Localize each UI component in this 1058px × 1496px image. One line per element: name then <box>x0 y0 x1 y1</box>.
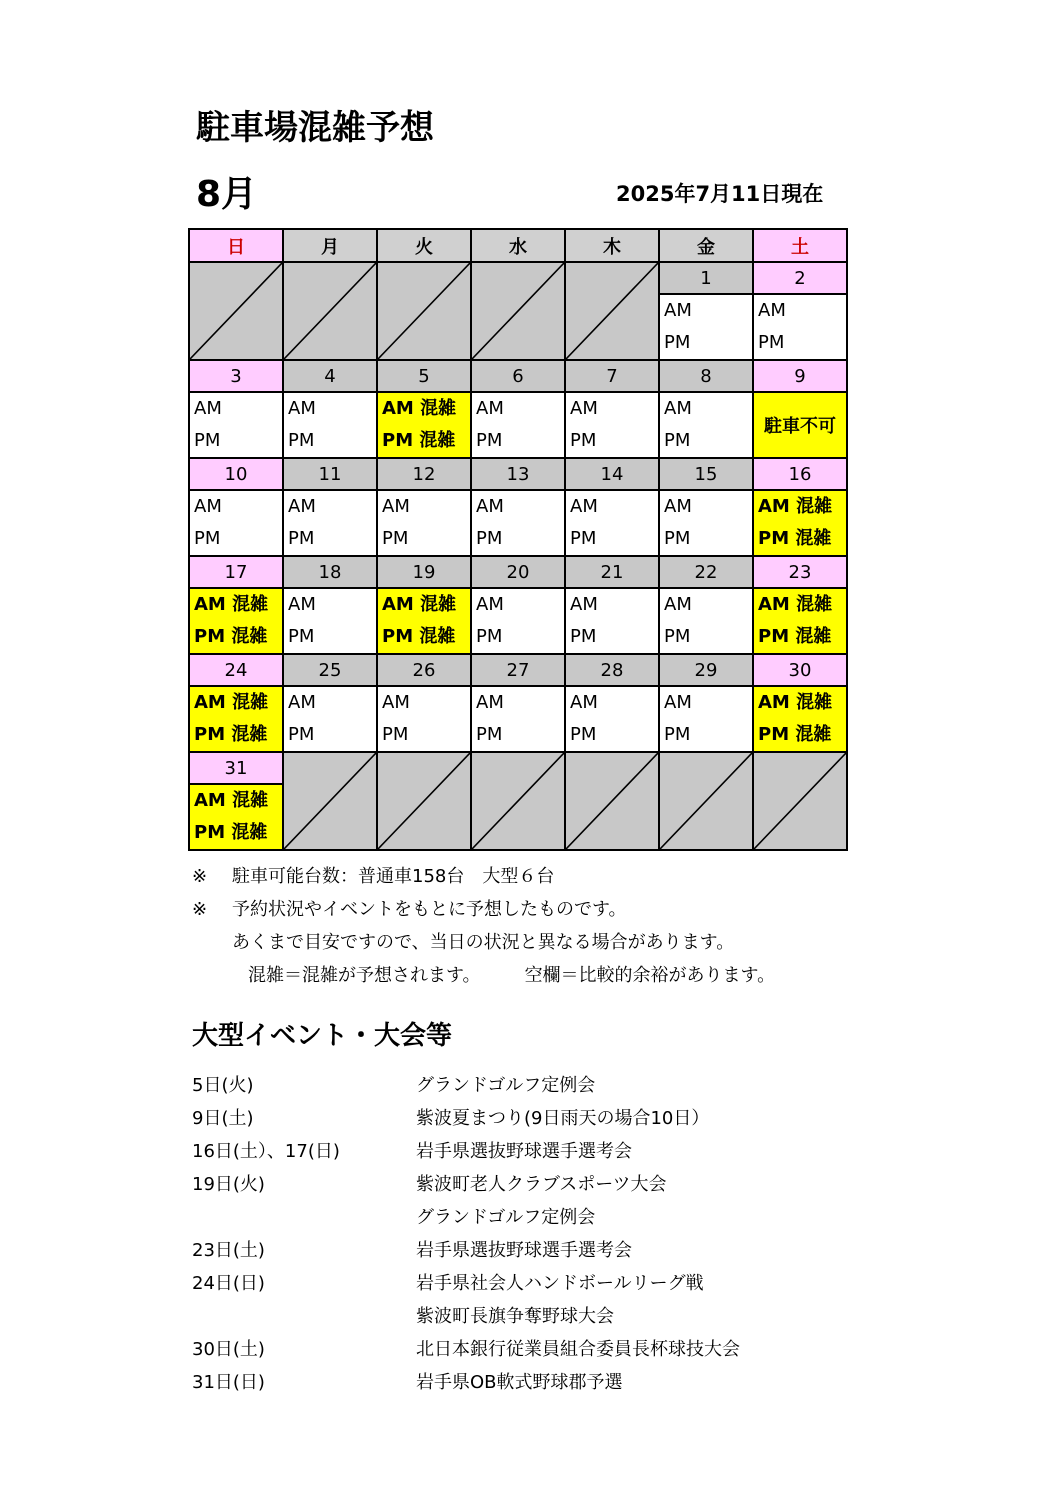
am-busy-label: AM 混雑 <box>194 790 269 811</box>
pm-label: PM <box>664 626 691 647</box>
day-status-cell <box>283 392 377 458</box>
day-status-cell <box>659 490 753 556</box>
closed-label: 駐車不可 <box>764 416 836 437</box>
pm-busy-label: PM 混雑 <box>194 822 268 843</box>
day-status-cell <box>565 686 659 752</box>
day-status-cell <box>189 392 283 458</box>
pm-label: PM <box>664 724 691 745</box>
day-number: 11 <box>283 458 377 490</box>
note-text: 予約状況やイベントをもとに予想したものです。 <box>232 899 627 920</box>
pm-busy-label: PM 混雑 <box>758 724 832 745</box>
day-status-cell <box>471 490 565 556</box>
day-number-row <box>189 458 847 490</box>
day-status-cell <box>659 588 753 654</box>
diagonal-slash <box>190 263 282 359</box>
pm-label: PM <box>570 430 597 451</box>
day-number: 22 <box>659 556 753 588</box>
day-number: 30 <box>753 654 847 686</box>
event-name: 岩手県社会人ハンドボールリーグ戦 <box>416 1273 704 1294</box>
pm-label: PM <box>758 332 785 353</box>
day-busy-cell <box>189 784 283 850</box>
event-name: 紫波町老人クラブスポーツ大会 <box>416 1174 667 1195</box>
event-date: 23日(土) <box>192 1240 265 1261</box>
pm-label: PM <box>382 528 409 549</box>
day-number: 5 <box>377 360 471 392</box>
day-number: 13 <box>471 458 565 490</box>
day-status-cell <box>565 490 659 556</box>
pm-label: PM <box>194 528 221 549</box>
am-label: AM <box>476 594 504 615</box>
day-number-row <box>189 262 847 294</box>
note-mark: ※ <box>192 899 208 920</box>
day-number-row <box>189 360 847 392</box>
pm-busy-label: PM 混雑 <box>758 528 832 549</box>
events-title: 大型イベント・大会等 <box>192 1021 453 1051</box>
day-busy-cell <box>377 392 471 458</box>
am-busy-label: AM 混雑 <box>382 594 457 615</box>
note-line-1 <box>192 860 775 893</box>
day-number: 23 <box>753 556 847 588</box>
pm-busy-label: PM 混雑 <box>382 626 456 647</box>
day-number: 26 <box>377 654 471 686</box>
month-label: 8月 <box>196 174 258 215</box>
diagonal-slash <box>660 753 752 849</box>
event-date: 24日(日) <box>192 1273 265 1294</box>
day-busy-cell <box>753 490 847 556</box>
am-label: AM <box>570 594 598 615</box>
empty-day-cell <box>189 262 283 360</box>
diagonal-slash <box>566 263 658 359</box>
day-status-cell <box>659 686 753 752</box>
day-busy-cell <box>189 686 283 752</box>
day-status-cell <box>565 392 659 458</box>
day-status-cell <box>753 294 847 360</box>
am-busy-label: AM 混雑 <box>758 692 833 713</box>
pm-label: PM <box>194 430 221 451</box>
day-number: 24 <box>189 654 283 686</box>
event-name: グランドゴルフ定例会 <box>416 1207 596 1228</box>
empty-day-cell <box>471 262 565 360</box>
am-label: AM <box>476 398 504 419</box>
am-busy-label: AM 混雑 <box>194 594 269 615</box>
day-number-row <box>189 654 847 686</box>
weekday-header: 水 <box>471 229 565 262</box>
am-label: AM <box>664 594 692 615</box>
day-status-cell <box>283 686 377 752</box>
am-busy-label: AM 混雑 <box>194 692 269 713</box>
pm-busy-label: PM 混雑 <box>382 430 456 451</box>
day-number: 27 <box>471 654 565 686</box>
day-status-cell <box>471 588 565 654</box>
am-label: AM <box>570 398 598 419</box>
am-label: AM <box>194 496 222 517</box>
day-number: 4 <box>283 360 377 392</box>
pm-label: PM <box>476 430 503 451</box>
am-label: AM <box>288 594 316 615</box>
day-number: 15 <box>659 458 753 490</box>
day-status-cell <box>377 686 471 752</box>
event-name: 岩手県OB軟式野球郡予選 <box>416 1372 623 1393</box>
empty-day-cell <box>377 752 471 850</box>
event-date: 5日(火) <box>192 1075 254 1096</box>
event-name: 北日本銀行従業員組合委員長杯球技大会 <box>416 1339 740 1360</box>
day-status-cell <box>471 686 565 752</box>
day-busy-cell <box>377 588 471 654</box>
day-status-cell <box>377 490 471 556</box>
am-label: AM <box>664 692 692 713</box>
diagonal-slash <box>284 263 376 359</box>
event-name: 岩手県選抜野球選手選考会 <box>416 1240 632 1261</box>
note-line-2 <box>192 893 775 926</box>
day-number: 3 <box>189 360 283 392</box>
am-label: AM <box>664 398 692 419</box>
day-number: 12 <box>377 458 471 490</box>
weekday-header: 日 <box>189 229 283 262</box>
pm-label: PM <box>570 724 597 745</box>
weekday-header: 火 <box>377 229 471 262</box>
note-text: 駐車可能台数：普通車158台 大型６台 <box>232 866 555 887</box>
am-label: AM <box>194 398 222 419</box>
day-status-row <box>189 490 847 556</box>
event-date: 31日(日) <box>192 1372 265 1393</box>
legend-busy: 混雑＝混雑が予想されます。 <box>248 965 481 986</box>
empty-day-cell <box>753 752 847 850</box>
am-busy-label: AM 混雑 <box>758 594 833 615</box>
day-number: 16 <box>753 458 847 490</box>
day-number-row <box>189 752 847 784</box>
diagonal-slash <box>378 263 470 359</box>
day-status-cell <box>565 588 659 654</box>
pm-label: PM <box>476 626 503 647</box>
day-status-row <box>189 588 847 654</box>
empty-day-cell <box>283 262 377 360</box>
am-busy-label: AM 混雑 <box>758 496 833 517</box>
am-label: AM <box>288 398 316 419</box>
event-name: グランドゴルフ定例会 <box>416 1075 596 1096</box>
day-number: 29 <box>659 654 753 686</box>
notes <box>192 860 775 992</box>
empty-day-cell <box>565 262 659 360</box>
event-name: 紫波町長旗争奪野球大会 <box>416 1306 614 1327</box>
pm-label: PM <box>288 430 315 451</box>
empty-day-cell <box>471 752 565 850</box>
diagonal-slash <box>472 753 564 849</box>
day-number: 7 <box>565 360 659 392</box>
am-busy-label: AM 混雑 <box>382 398 457 419</box>
am-label: AM <box>476 692 504 713</box>
pm-label: PM <box>664 332 691 353</box>
am-label: AM <box>476 496 504 517</box>
diagonal-slash <box>566 753 658 849</box>
day-busy-cell <box>189 588 283 654</box>
pm-busy-label: PM 混雑 <box>758 626 832 647</box>
pm-label: PM <box>288 626 315 647</box>
pm-label: PM <box>382 724 409 745</box>
weekday-header: 土 <box>753 229 847 262</box>
day-number-row <box>189 556 847 588</box>
day-status-cell <box>283 588 377 654</box>
diagonal-slash <box>284 753 376 849</box>
day-number: 17 <box>189 556 283 588</box>
am-label: AM <box>288 496 316 517</box>
day-number: 6 <box>471 360 565 392</box>
legend-empty: 空欄＝比較的余裕があります。 <box>524 965 776 986</box>
pm-label: PM <box>570 528 597 549</box>
am-label: AM <box>664 300 692 321</box>
day-busy-cell <box>753 588 847 654</box>
pm-label: PM <box>288 724 315 745</box>
weekday-header: 木 <box>565 229 659 262</box>
am-label: AM <box>664 496 692 517</box>
day-number: 10 <box>189 458 283 490</box>
event-date: 30日(土) <box>192 1339 265 1360</box>
am-label: AM <box>382 496 410 517</box>
pm-busy-label: PM 混雑 <box>194 724 268 745</box>
empty-day-cell <box>283 752 377 850</box>
day-number: 8 <box>659 360 753 392</box>
note-line-3: あくまで目安ですので、当日の状況と異なる場合があります。 <box>232 932 735 953</box>
day-status-row <box>189 392 847 458</box>
day-status-cell <box>659 294 753 360</box>
pm-label: PM <box>288 528 315 549</box>
diagonal-slash <box>754 753 846 849</box>
event-date: 9日(土) <box>192 1108 254 1129</box>
empty-day-cell <box>377 262 471 360</box>
pm-label: PM <box>570 626 597 647</box>
day-number: 21 <box>565 556 659 588</box>
am-label: AM <box>382 692 410 713</box>
day-status-cell <box>189 490 283 556</box>
day-number: 19 <box>377 556 471 588</box>
weekday-header: 月 <box>283 229 377 262</box>
day-status-row <box>189 686 847 752</box>
day-number: 31 <box>189 752 283 784</box>
as-of-date: 2025年7月11日現在 <box>616 182 824 206</box>
pm-busy-label: PM 混雑 <box>194 626 268 647</box>
day-number: 25 <box>283 654 377 686</box>
empty-day-cell <box>565 752 659 850</box>
am-label: AM <box>570 692 598 713</box>
day-busy-cell <box>753 686 847 752</box>
pm-label: PM <box>476 528 503 549</box>
diagonal-slash <box>378 753 470 849</box>
event-date: 16日(土）、17(日) <box>192 1141 340 1162</box>
day-number: 1 <box>659 262 753 294</box>
day-number: 9 <box>753 360 847 392</box>
day-number: 2 <box>753 262 847 294</box>
event-date: 19日(火) <box>192 1174 265 1195</box>
day-status-cell <box>471 392 565 458</box>
day-number: 20 <box>471 556 565 588</box>
day-closed-cell <box>753 392 847 458</box>
note-mark: ※ <box>192 866 208 887</box>
empty-day-cell <box>659 752 753 850</box>
day-status-cell <box>659 392 753 458</box>
pm-label: PM <box>664 430 691 451</box>
pm-label: PM <box>664 528 691 549</box>
am-label: AM <box>758 300 786 321</box>
event-name: 岩手県選抜野球選手選考会 <box>416 1141 632 1162</box>
legend-line <box>192 959 775 992</box>
weekday-header-row <box>189 229 847 262</box>
weekday-header: 金 <box>659 229 753 262</box>
am-label: AM <box>288 692 316 713</box>
am-label: AM <box>570 496 598 517</box>
pm-label: PM <box>476 724 503 745</box>
day-number: 14 <box>565 458 659 490</box>
calendar-table <box>188 228 848 851</box>
day-number: 28 <box>565 654 659 686</box>
day-status-cell <box>283 490 377 556</box>
diagonal-slash <box>472 263 564 359</box>
day-number: 18 <box>283 556 377 588</box>
event-name: 紫波夏まつり(9日雨天の場合10日） <box>416 1108 710 1129</box>
page-title: 駐車場混雑予想 <box>196 108 434 148</box>
